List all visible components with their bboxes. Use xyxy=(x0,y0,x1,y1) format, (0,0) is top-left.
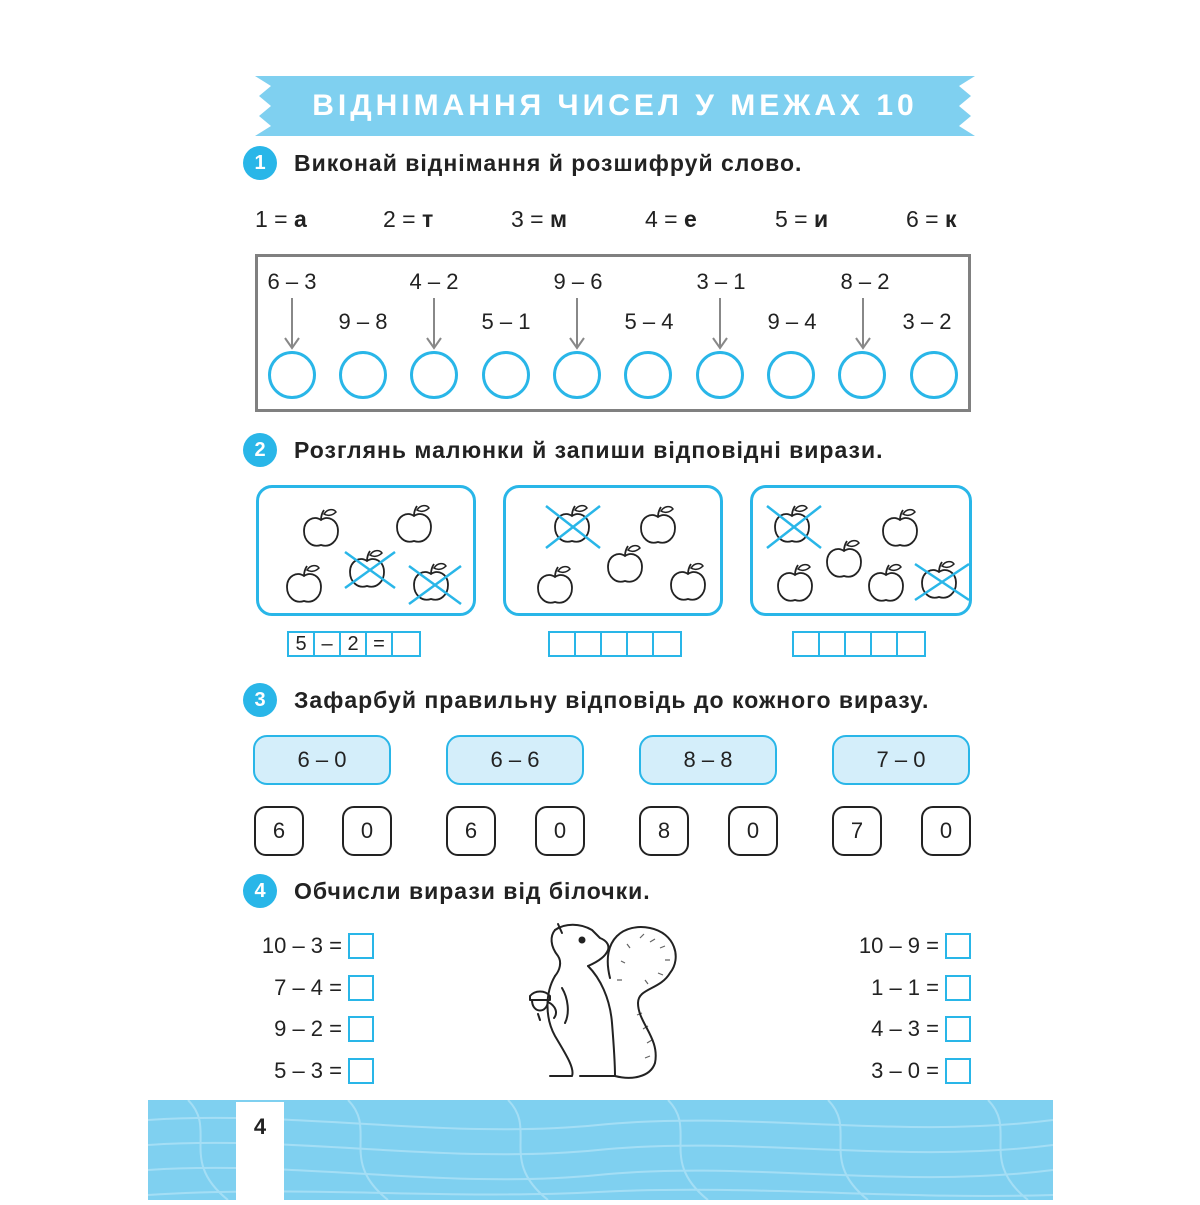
task-number-4: 4 xyxy=(243,874,277,908)
left-equation-3: 9 – 2 = xyxy=(274,1016,342,1041)
left-equation-1: 10 – 3 = xyxy=(261,933,342,958)
decode-expression-1: 6 – 3 xyxy=(267,269,317,294)
cipher-key-3: 3 = м xyxy=(511,206,568,232)
expression-grid-3[interactable] xyxy=(792,631,926,657)
decode-expression-10: 3 – 2 xyxy=(902,309,952,334)
grid-cell: – xyxy=(315,633,341,655)
answer-box-left-3[interactable] xyxy=(348,1016,374,1042)
task-2-text: Розглянь малюнки й запиши відповідні вирази. xyxy=(294,437,884,463)
choice-expression-4: 7 – 0 xyxy=(832,735,970,785)
right-equation-3: 4 – 3 = xyxy=(871,1016,939,1041)
grid-cell[interactable] xyxy=(820,633,846,655)
choice-option-1b[interactable]: 0 xyxy=(342,806,392,856)
grid-cell: = xyxy=(367,633,393,655)
apples-illustration-2 xyxy=(506,488,720,613)
picture-card-1 xyxy=(256,485,476,616)
decode-expression-4: 5 – 1 xyxy=(481,309,531,334)
choice-option-4b[interactable]: 0 xyxy=(921,806,971,856)
grid-cell[interactable] xyxy=(794,633,820,655)
task-3-text: Зафарбуй правильну відповідь до кожного виразу. xyxy=(294,687,930,713)
grid-cell[interactable] xyxy=(550,633,576,655)
answer-circle-2[interactable] xyxy=(339,351,387,399)
answer-box-left-2[interactable] xyxy=(348,975,374,1001)
grid-cell[interactable] xyxy=(576,633,602,655)
page-title: ВІДНІМАННЯ ЧИСЕЛ У МЕЖАХ 10 xyxy=(312,89,918,122)
decode-expression-6: 5 – 4 xyxy=(624,309,674,334)
task-1-text: Виконай віднімання й розшифруй слово. xyxy=(294,150,803,176)
task-number-2: 2 xyxy=(243,433,277,467)
grid-cell[interactable] xyxy=(898,633,924,655)
right-equation-1: 10 – 9 = xyxy=(858,933,939,958)
apples-illustration-1 xyxy=(259,488,473,613)
grid-cell: 2 xyxy=(341,633,367,655)
page-number: 4 xyxy=(253,1114,267,1139)
answer-circle-9[interactable] xyxy=(838,351,886,399)
choice-expression-3: 8 – 8 xyxy=(639,735,777,785)
cipher-key-6: 6 = к xyxy=(906,206,957,232)
answer-circle-7[interactable] xyxy=(696,351,744,399)
answer-box-right-2[interactable] xyxy=(945,975,971,1001)
grid-cell: 5 xyxy=(289,633,315,655)
expression-grid-2[interactable] xyxy=(548,631,682,657)
apples-illustration-3 xyxy=(753,488,969,613)
answer-circle-8[interactable] xyxy=(767,351,815,399)
right-equation-2: 1 – 1 = xyxy=(871,975,939,1000)
answer-circle-5[interactable] xyxy=(553,351,601,399)
decode-arrows xyxy=(255,290,971,360)
squirrel-illustration xyxy=(520,918,685,1083)
decode-expression-2: 9 – 8 xyxy=(338,309,388,334)
answer-circle-4[interactable] xyxy=(482,351,530,399)
choice-option-2a[interactable]: 6 xyxy=(446,806,496,856)
answer-box-right-3[interactable] xyxy=(945,1016,971,1042)
right-equation-4: 3 – 0 = xyxy=(871,1058,939,1083)
answer-circle-3[interactable] xyxy=(410,351,458,399)
grid-cell[interactable] xyxy=(602,633,628,655)
grid-cell[interactable] xyxy=(872,633,898,655)
left-equation-2: 7 – 4 = xyxy=(274,975,342,1000)
choice-option-3b[interactable]: 0 xyxy=(728,806,778,856)
choice-option-1a[interactable]: 6 xyxy=(254,806,304,856)
decode-expression-7: 3 – 1 xyxy=(696,269,746,294)
grid-cell[interactable] xyxy=(654,633,680,655)
choice-option-4a[interactable]: 7 xyxy=(832,806,882,856)
expression-grid-1[interactable] xyxy=(287,631,421,657)
left-equation-4: 5 – 3 = xyxy=(274,1058,342,1083)
cipher-key-5: 5 = и xyxy=(775,206,829,232)
answer-box-left-1[interactable] xyxy=(348,933,374,959)
answer-box-right-1[interactable] xyxy=(945,933,971,959)
choice-option-2b[interactable]: 0 xyxy=(535,806,585,856)
grid-cell[interactable] xyxy=(846,633,872,655)
decode-expression-9: 8 – 2 xyxy=(840,269,890,294)
task-4-text: Обчисли вирази від білочки. xyxy=(294,878,651,904)
picture-card-2 xyxy=(503,485,723,616)
grid-cell[interactable] xyxy=(628,633,654,655)
grid-cell[interactable] xyxy=(393,633,419,655)
answer-box-right-4[interactable] xyxy=(945,1058,971,1084)
task-number-1: 1 xyxy=(243,146,277,180)
decode-expression-5: 9 – 6 xyxy=(553,269,603,294)
answer-circle-6[interactable] xyxy=(624,351,672,399)
picture-card-3 xyxy=(750,485,972,616)
answer-box-left-4[interactable] xyxy=(348,1058,374,1084)
decode-expression-8: 9 – 4 xyxy=(767,309,817,334)
choice-expression-2: 6 – 6 xyxy=(446,735,584,785)
decode-expression-3: 4 – 2 xyxy=(409,269,459,294)
answer-circle-10[interactable] xyxy=(910,351,958,399)
task-number-3: 3 xyxy=(243,683,277,717)
answer-circle-1[interactable] xyxy=(268,351,316,399)
choice-option-3a[interactable]: 8 xyxy=(639,806,689,856)
cipher-key-2: 2 = т xyxy=(383,206,434,232)
cipher-key-1: 1 = а xyxy=(255,206,307,232)
choice-expression-1: 6 – 0 xyxy=(253,735,391,785)
cipher-key-4: 4 = е xyxy=(645,206,697,232)
